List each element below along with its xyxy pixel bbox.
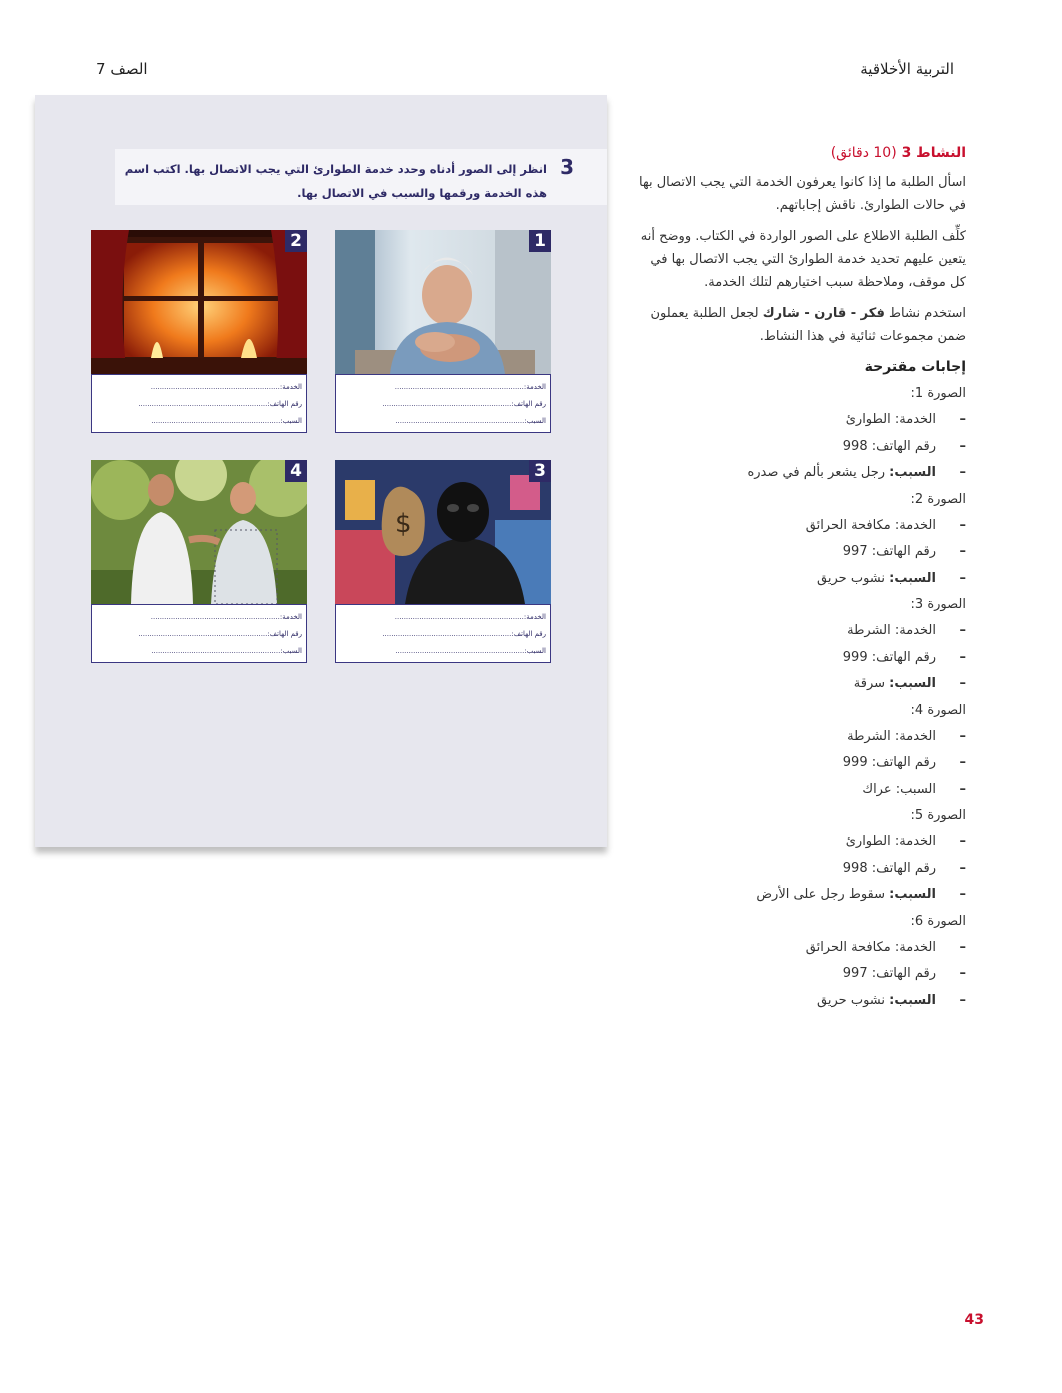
answer-service: –الخدمة: الشرطة (847, 728, 966, 744)
man-chest-pain-photo (335, 230, 551, 374)
answer-image-heading: الصورة 3: (910, 597, 966, 612)
svg-text:$: $ (395, 509, 412, 539)
two-men-fighting-photo (91, 460, 307, 604)
activity-title: النشاط 3 (10 دقائق) (830, 145, 966, 161)
answer-image-heading: الصورة 2: (910, 491, 966, 507)
card-number-badge: 1 (529, 230, 551, 252)
suggested-answers-title: إجابات مقترحة (864, 359, 966, 375)
image-card-3 (335, 460, 551, 663)
answer-image-heading: الصورة 5: (910, 808, 966, 823)
card-number-badge: 4 (285, 460, 307, 482)
reason-field[interactable]: السبب:.......................................................... (395, 417, 546, 425)
answer-service: –الخدمة: مكافحة الحرائق (805, 939, 966, 955)
service-field[interactable]: الخدمة:.......................................................... (394, 383, 546, 391)
image-card-2 (91, 230, 307, 433)
phone-field[interactable]: رقم الهاتف:.......................................................... (382, 630, 546, 638)
house-fire-window-photo (91, 230, 307, 374)
service-field[interactable]: الخدمة:.......................................................... (150, 383, 302, 391)
strategy-paragraph: استخدم نشاط فكر - قارن - شارك لجعل الطلبة يعملون ضمن مجموعات ثنائية في هذا النشاط. (650, 306, 966, 344)
image-card-1 (335, 230, 551, 433)
reason-field[interactable]: السبب:.......................................................... (151, 417, 302, 425)
header-grade: الصف 7 (96, 60, 148, 78)
answer-reason: –السبب: سرقة (853, 676, 966, 691)
answer-reason: –السبب: عراك (862, 781, 966, 797)
answer-image-heading: الصورة 6: (910, 913, 966, 929)
phone-field[interactable]: رقم الهاتف:.......................................................... (382, 400, 546, 408)
answer-service: –الخدمة: الطوارئ (845, 412, 966, 427)
answer-phone: –رقم الهاتف: 999 (842, 755, 966, 770)
answer-fields (335, 604, 551, 663)
answer-image-heading: الصورة 4: (910, 702, 966, 718)
card-number-badge: 2 (285, 230, 307, 252)
instructions-paragraph: كلِّف الطلبة الاطلاع على الصور الواردة في الكتاب. ووضح أنه يتعين عليهم تحديد خدمة الطوارئ التي يجب الاتصال بها في كل موقف، وملاحظة سبب اختيارهم لتلك الخدمة. (640, 229, 966, 290)
answer-reason: –السبب: رجل يشعر بألم في صدره (747, 465, 966, 480)
answer-service: –الخدمة: مكافحة الحرائق (805, 517, 966, 533)
answer-phone: –رقم الهاتف: 997 (842, 966, 966, 981)
answer-phone: –رقم الهاتف: 999 (842, 649, 966, 665)
page-number: 43 (964, 1312, 984, 1328)
header-subject: التربية الأخلاقية (860, 60, 954, 78)
phone-field[interactable]: رقم الهاتف:.......................................................... (138, 400, 302, 408)
answer-image-heading: الصورة 1: (910, 386, 966, 401)
image-card-4 (91, 460, 307, 663)
service-field[interactable]: الخدمة:.......................................................... (150, 613, 302, 621)
answer-phone: –رقم الهاتف: 998 (842, 860, 966, 876)
answer-fields (335, 374, 551, 433)
answer-fields (91, 374, 307, 433)
question-number: 3 (560, 155, 574, 179)
question-text: انظر إلى الصور أدناه وحدد خدمة الطوارئ التي يجب الاتصال بها. اكتب اسم هذه الخدمة ورقمها والسبب في الاتصال بها. (124, 162, 547, 200)
answer-phone: –رقم الهاتف: 997 (842, 544, 966, 559)
intro-paragraph: اسأل الطلبة ما إذا كانوا يعرفون الخدمة التي يجب الاتصال بها في حالات الطوارئ. ناقش إجاباتهم. (639, 175, 966, 213)
answer-phone: –رقم الهاتف: 998 (842, 438, 966, 454)
answer-service: –الخدمة: الطوارئ (845, 834, 966, 849)
answer-reason: –السبب: سقوط رجل على الأرض (756, 887, 966, 902)
reason-field[interactable]: السبب:.......................................................... (395, 647, 546, 655)
answer-reason: –السبب: نشوب حريق (817, 992, 966, 1008)
suggested-answers-list (636, 381, 966, 1014)
answer-service: –الخدمة: الشرطة (847, 623, 966, 638)
phone-field[interactable]: رقم الهاتف:.......................................................... (138, 630, 302, 638)
answer-fields (91, 604, 307, 663)
card-number-badge: 3 (529, 460, 551, 482)
masked-thief-money-bag-photo (335, 460, 551, 604)
teacher-notes (636, 142, 966, 1014)
reason-field[interactable]: السبب:.......................................................... (151, 647, 302, 655)
workbook-panel (35, 95, 607, 847)
service-field[interactable]: الخدمة:.......................................................... (394, 613, 546, 621)
answer-reason: –السبب: نشوب حريق (817, 570, 966, 586)
